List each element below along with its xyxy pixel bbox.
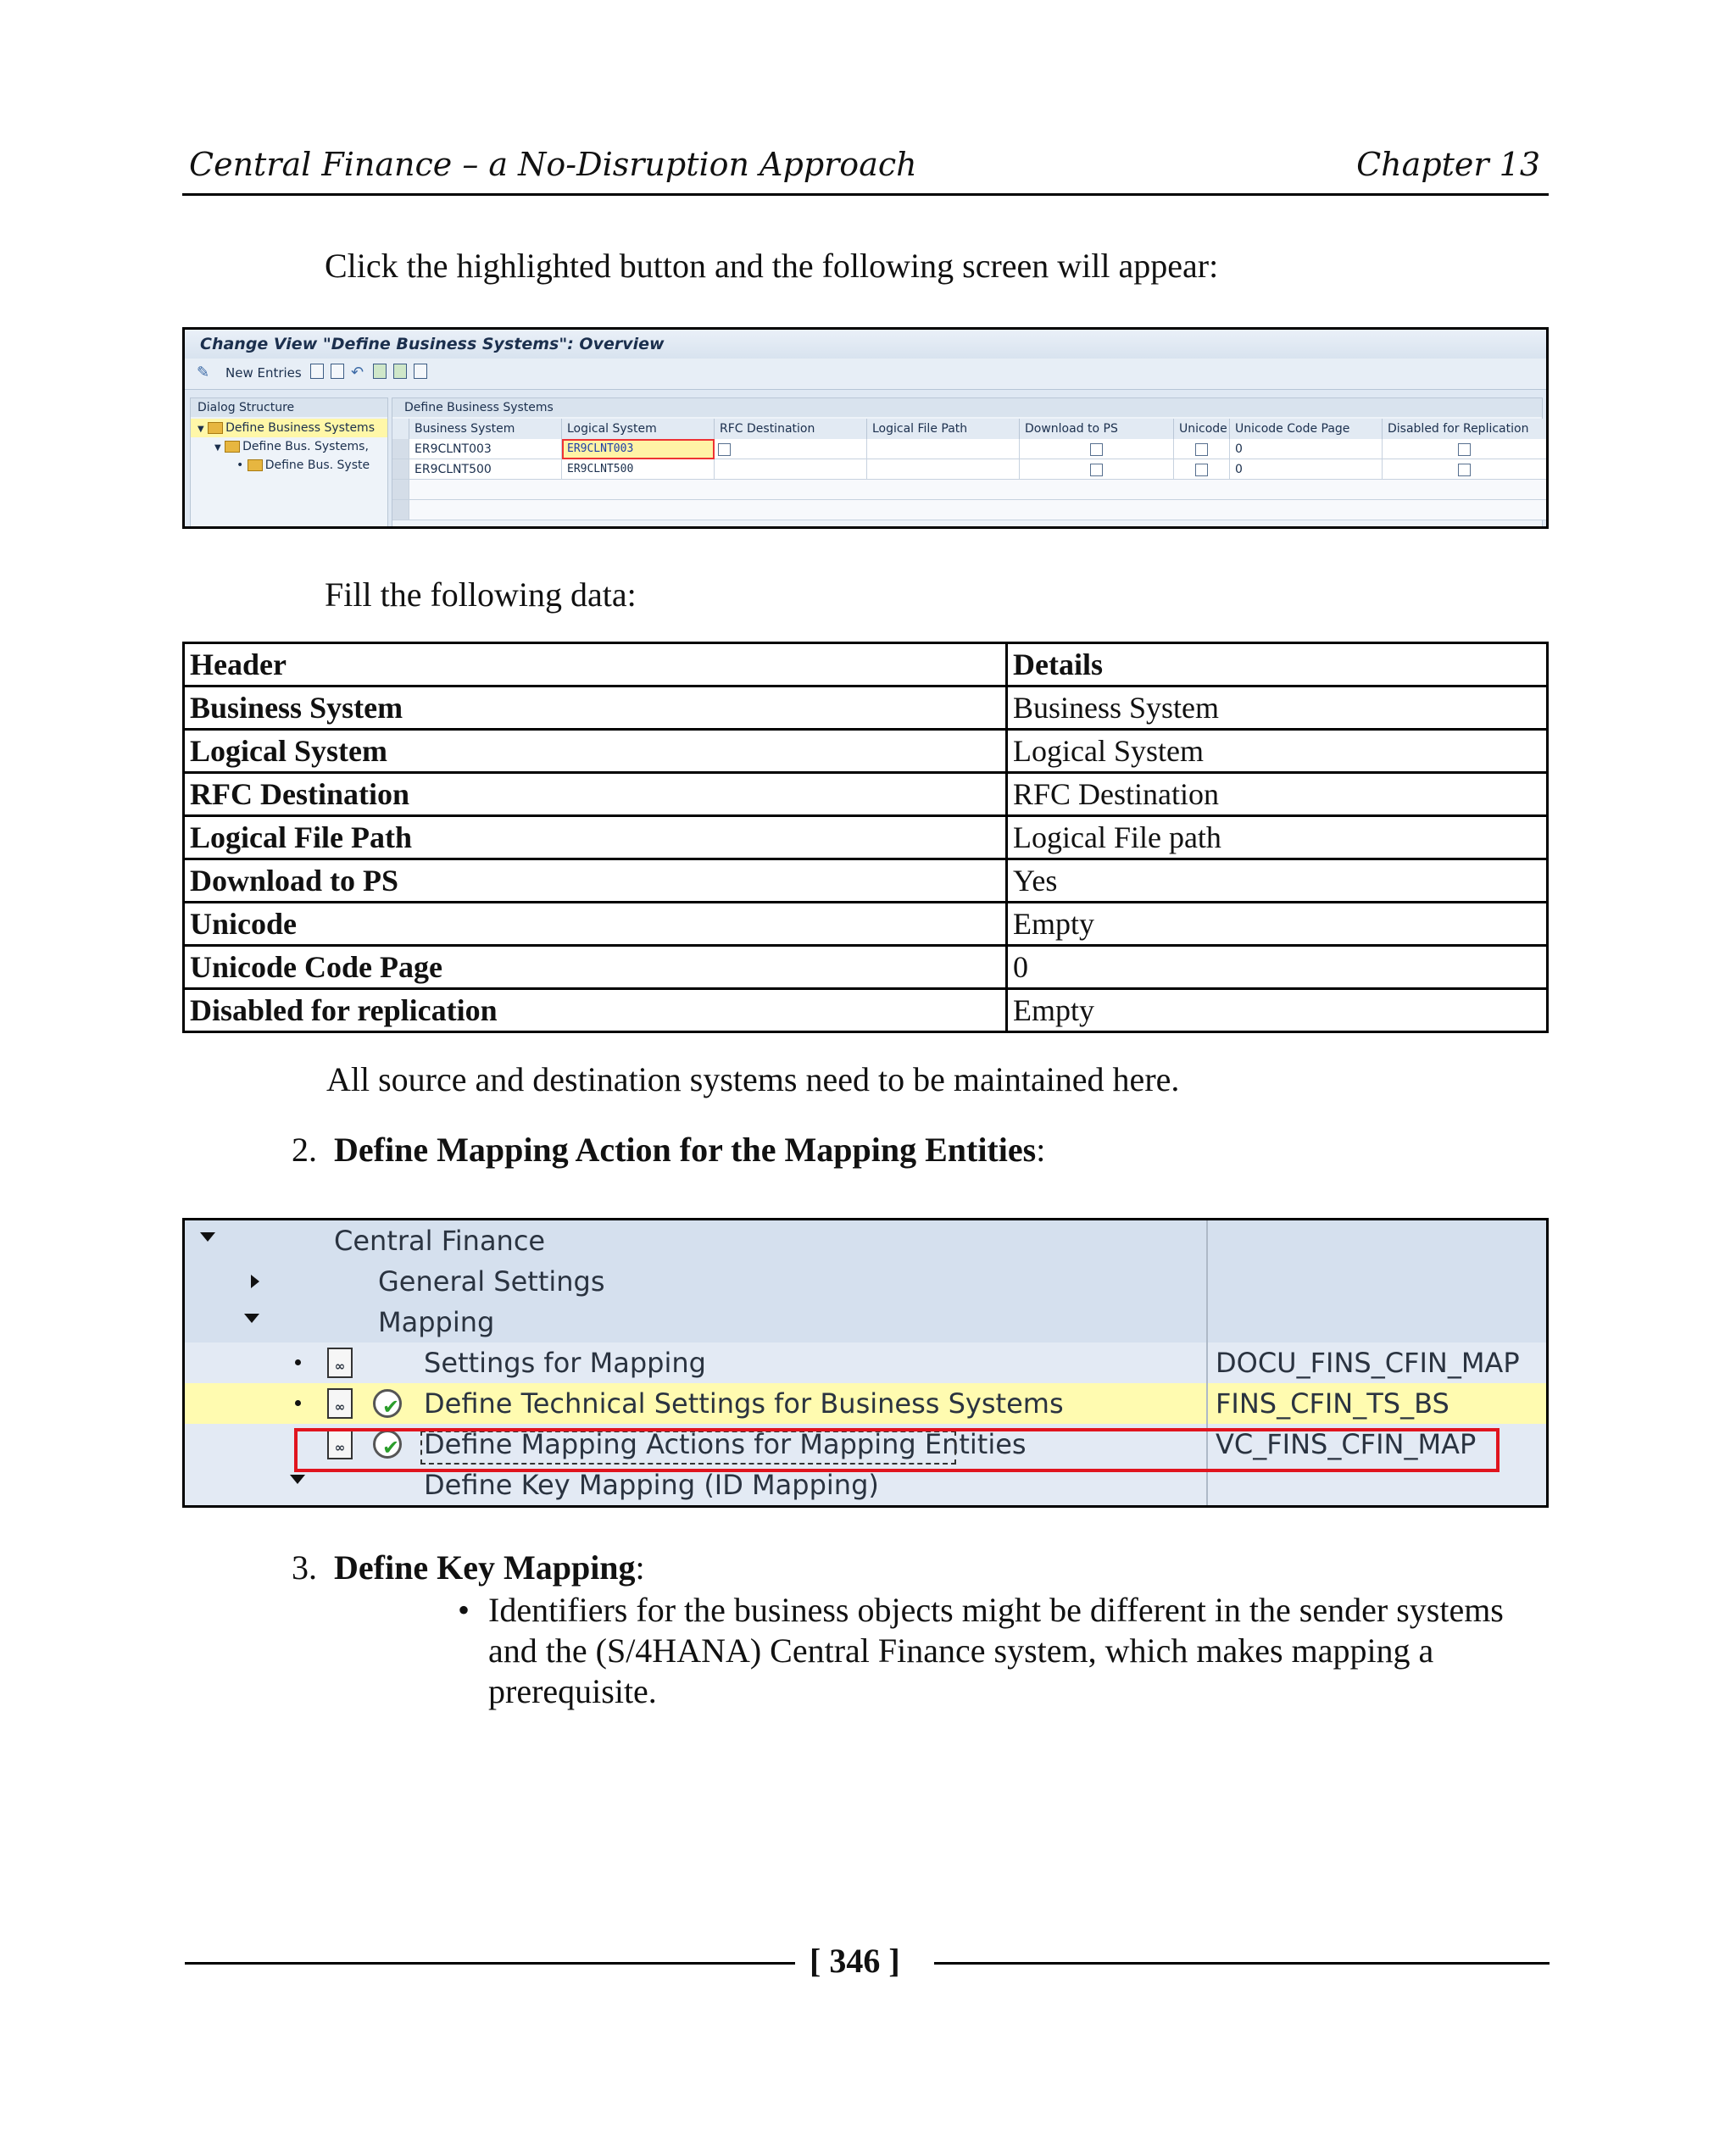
table-row: [184, 773, 1548, 816]
display-change-icon[interactable]: ✎: [197, 364, 210, 381]
tree-node-define-mapping-actions[interactable]: Define Mapping Actions for Mapping Entities: [424, 1428, 1027, 1460]
footer-rule-left: [185, 1962, 795, 1965]
bullet-icon: •: [236, 459, 244, 472]
execute-clock-icon[interactable]: ✔: [373, 1389, 402, 1418]
cell-business-system[interactable]: ER9CLNT003: [409, 439, 562, 459]
dialog-structure-header: Dialog Structure: [191, 398, 387, 417]
select-block-icon[interactable]: [393, 364, 407, 382]
checkbox[interactable]: [1090, 443, 1103, 456]
table-value-cell: Empty: [1007, 903, 1548, 946]
table-value-cell: Yes: [1007, 859, 1548, 903]
running-header-title: Central Finance – a No-Disruption Approach: [189, 146, 917, 183]
table-row: [184, 946, 1548, 989]
column-header[interactable]: Unicode Code Page: [1230, 419, 1383, 439]
checkbox[interactable]: [1195, 464, 1208, 476]
fill-intro-paragraph: Fill the following data:: [325, 575, 637, 614]
table-row: [184, 859, 1548, 903]
bullet-text: Identifiers for the business objects might be different in the sender systems and the (S/4HANA) Central Finance system, which makes mapping a prerequisite.: [488, 1591, 1504, 1710]
cell-unicode-code-page[interactable]: 0: [1230, 439, 1383, 459]
cell-download-to-ps[interactable]: [1020, 459, 1174, 480]
column-header[interactable]: Logical System: [562, 419, 715, 439]
select-all-icon[interactable]: [373, 364, 387, 382]
sap-toolbar: [185, 359, 1546, 390]
value-help-icon[interactable]: [718, 443, 731, 456]
expand-down-icon[interactable]: [200, 1232, 215, 1242]
folder-open-icon: [208, 422, 223, 434]
tree-node-central-finance[interactable]: Central Finance: [334, 1225, 546, 1257]
tree-node-general-settings[interactable]: General Settings: [378, 1265, 605, 1298]
tree-item-label: Define Bus. Syste: [264, 459, 370, 472]
table-value-cell: Logical File path: [1007, 816, 1548, 859]
tree-item-label: Define Business Systems: [225, 421, 375, 435]
expand-right-icon[interactable]: [251, 1275, 259, 1288]
column-header[interactable]: Disabled for Replication: [1383, 419, 1547, 439]
tree-item-define-bus-systems-1[interactable]: [191, 437, 387, 456]
row-selector[interactable]: [392, 439, 409, 459]
step-colon: :: [635, 1548, 645, 1587]
img-activity-code: DOCU_FINS_CFIN_MAP: [1216, 1347, 1520, 1379]
table-key-cell: Logical System: [184, 730, 1007, 773]
empty-row[interactable]: [409, 480, 1547, 500]
step-number: 2.: [292, 1131, 317, 1169]
deselect-all-icon[interactable]: [414, 364, 427, 382]
cell-rfc-destination[interactable]: [715, 459, 867, 480]
table-key-cell: Disabled for replication: [184, 989, 1007, 1032]
table-key-cell: Download to PS: [184, 859, 1007, 903]
tree-node-settings-for-mapping[interactable]: Settings for Mapping: [424, 1347, 706, 1379]
cell-logical-file-path[interactable]: [867, 459, 1020, 480]
sap-window-title: Change View "Define Business Systems": Overview: [185, 330, 1546, 359]
cell-unicode[interactable]: [1174, 459, 1230, 480]
cell-download-to-ps[interactable]: [1020, 439, 1174, 459]
column-header[interactable]: Logical File Path: [867, 419, 1020, 439]
step-title: Define Mapping Action for the Mapping Entities: [334, 1131, 1037, 1169]
step-2-heading: [292, 1130, 1045, 1170]
dialog-structure-pane: [190, 397, 388, 528]
expand-down-icon[interactable]: [290, 1475, 305, 1484]
column-header[interactable]: RFC Destination: [715, 419, 867, 439]
table-key-cell: RFC Destination: [184, 773, 1007, 816]
empty-row[interactable]: [409, 500, 1547, 520]
img-activity-code: VC_FINS_CFIN_MAP: [1216, 1428, 1477, 1460]
table-header-row: [184, 643, 1548, 686]
checkbox[interactable]: [1458, 464, 1471, 476]
cell-logical-system[interactable]: ER9CLNT500: [562, 459, 715, 480]
row-selector[interactable]: [392, 480, 409, 500]
step-3-heading: [292, 1548, 645, 1587]
new-entries-button[interactable]: New Entries: [225, 365, 302, 381]
table-row: [184, 903, 1548, 946]
expand-down-icon[interactable]: [244, 1314, 259, 1323]
cell-disabled-for-replication[interactable]: [1383, 459, 1547, 480]
column-header[interactable]: Business System: [409, 419, 562, 439]
table-key-cell: Unicode: [184, 903, 1007, 946]
checkbox[interactable]: [1090, 464, 1103, 476]
folder-icon: [248, 459, 263, 471]
bullet-dot-icon: •: [458, 1591, 470, 1629]
undo-icon[interactable]: ↶: [351, 364, 364, 381]
panel-header: Define Business Systems: [392, 398, 1542, 417]
step-title: Define Key Mapping: [334, 1548, 636, 1587]
copy-icon[interactable]: [310, 364, 324, 382]
folder-icon: [225, 441, 240, 453]
table-value-cell: Empty: [1007, 989, 1548, 1032]
running-header-chapter: Chapter 13: [1356, 146, 1540, 183]
cell-business-system[interactable]: ER9CLNT500: [409, 459, 562, 480]
table-value-cell: Logical System: [1007, 730, 1548, 773]
row-selector[interactable]: [392, 459, 409, 480]
row-selector[interactable]: [392, 500, 409, 520]
table-header-cell: Details: [1007, 643, 1548, 686]
tree-node-mapping[interactable]: Mapping: [378, 1306, 495, 1338]
row-selector-header[interactable]: [392, 419, 409, 439]
footer-rule-right: [934, 1962, 1550, 1965]
checkbox[interactable]: [1458, 443, 1471, 456]
document-icon[interactable]: ∞: [327, 1388, 353, 1419]
bullet-icon: [295, 1400, 301, 1406]
page-number: [ 346 ]: [810, 1942, 900, 1980]
delete-icon[interactable]: [331, 364, 344, 382]
tree-item-define-business-systems[interactable]: [191, 419, 387, 437]
cell-logical-system-selected[interactable]: ER9CLNT003: [562, 439, 715, 459]
tree-item-label: Define Bus. Systems,: [242, 440, 369, 453]
document-icon[interactable]: ∞: [327, 1429, 353, 1459]
expand-down-icon[interactable]: ▼: [214, 443, 221, 453]
table-value-cell: 0: [1007, 946, 1548, 989]
table-value-cell: RFC Destination: [1007, 773, 1548, 816]
column-header[interactable]: Unicode: [1174, 419, 1230, 439]
checkbox[interactable]: [1195, 443, 1208, 456]
business-systems-panel: [392, 397, 1543, 528]
fill-data-table: [182, 642, 1549, 1033]
cell-disabled-for-replication[interactable]: [1383, 439, 1547, 459]
table-row: [184, 989, 1548, 1032]
expand-down-icon[interactable]: ▼: [198, 425, 204, 434]
step-number: 3.: [292, 1548, 317, 1587]
table-key-cell: Business System: [184, 686, 1007, 730]
table-header-cell: Header: [184, 643, 1007, 686]
running-header: [182, 146, 1549, 196]
sap-screenshot-business-systems: [182, 327, 1549, 529]
table-row: [184, 816, 1548, 859]
img-activity-code: FINS_CFIN_TS_BS: [1216, 1387, 1449, 1420]
table-value-cell: Business System: [1007, 686, 1548, 730]
tree-item-define-bus-systems-2[interactable]: [191, 456, 387, 475]
intro-paragraph: Click the highlighted button and the following screen will appear:: [325, 247, 1219, 285]
column-header[interactable]: Download to PS: [1020, 419, 1174, 439]
bullet-icon: [295, 1359, 301, 1365]
bullet-list: [458, 1590, 1509, 1712]
table-row: [184, 730, 1548, 773]
table-key-cell: Logical File Path: [184, 816, 1007, 859]
cell-unicode-code-page[interactable]: 0: [1230, 459, 1383, 480]
cell-unicode[interactable]: [1174, 439, 1230, 459]
execute-clock-icon[interactable]: ✔: [373, 1430, 402, 1459]
document-icon[interactable]: ∞: [327, 1348, 353, 1378]
step-colon: :: [1036, 1131, 1046, 1169]
table-key-cell: Unicode Code Page: [184, 946, 1007, 989]
tree-node-define-technical-settings[interactable]: Define Technical Settings for Business Systems: [424, 1387, 1064, 1420]
after-table-paragraph: All source and destination systems need to be maintained here.: [326, 1060, 1180, 1098]
table-row: [184, 686, 1548, 730]
cell-rfc-destination[interactable]: [715, 439, 867, 459]
tree-node-define-key-mapping[interactable]: Define Key Mapping (ID Mapping): [424, 1469, 879, 1501]
cell-logical-file-path[interactable]: [867, 439, 1020, 459]
sap-screenshot-img-tree: [182, 1218, 1549, 1508]
